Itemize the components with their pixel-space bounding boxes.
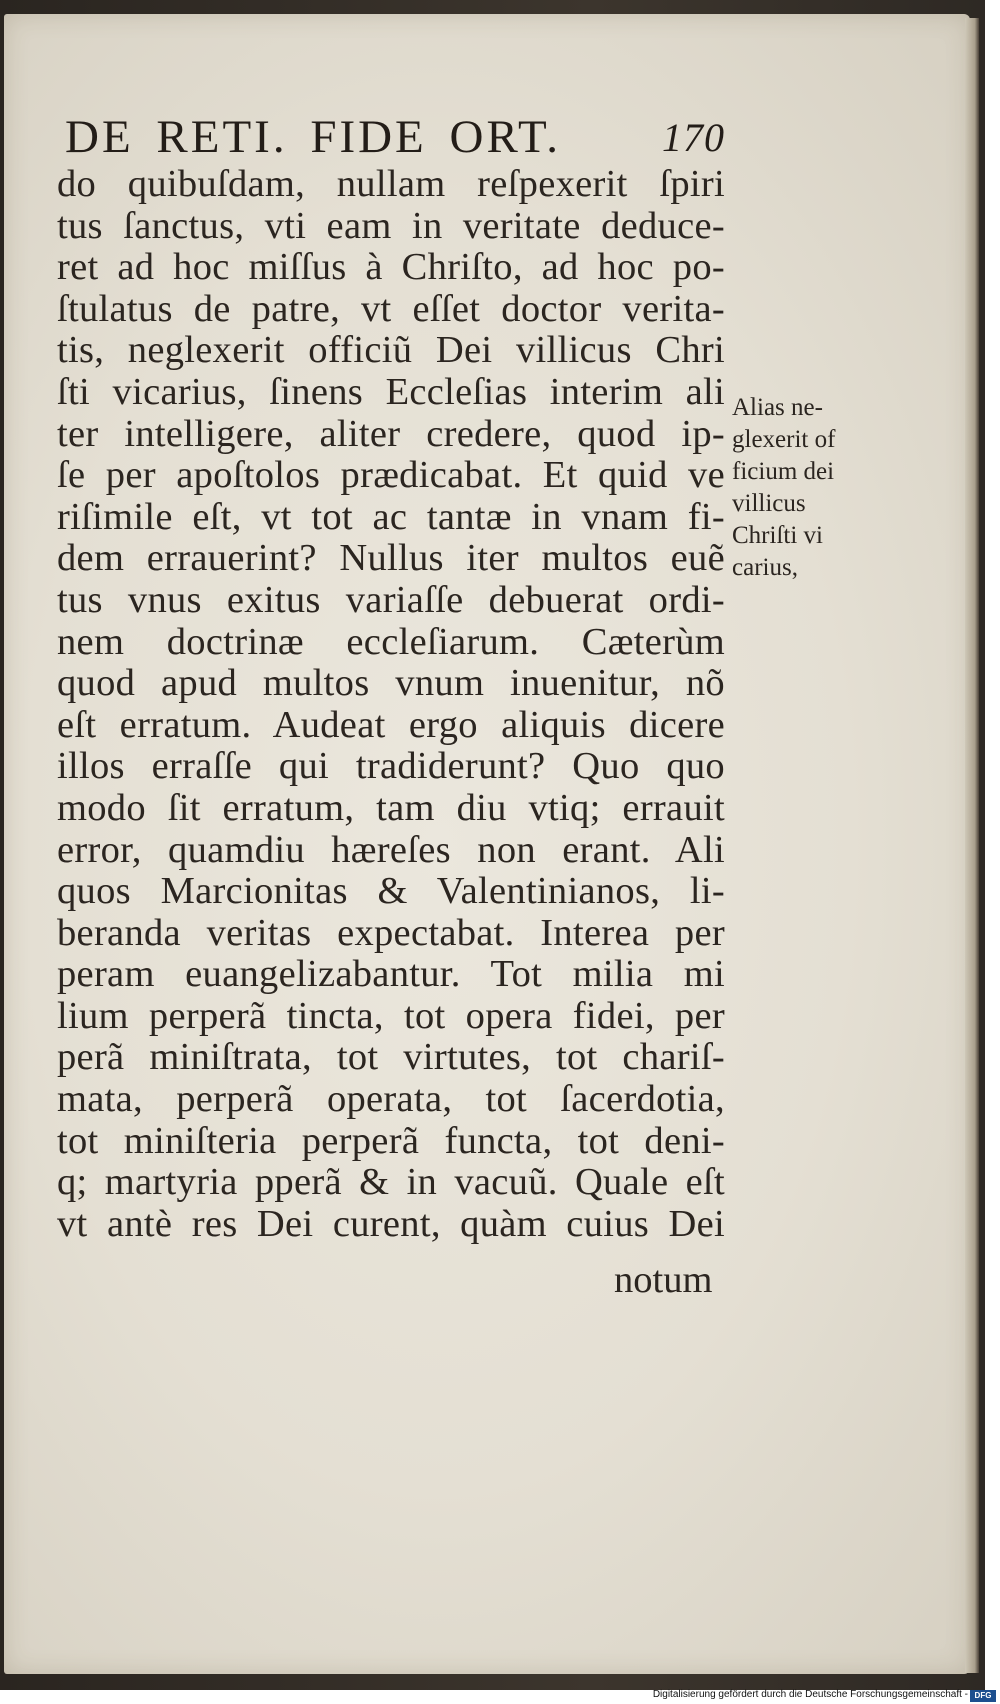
text-line: ret ad hoc miſſus à Chriſto, ad hoc po-: [57, 246, 725, 289]
page-number: 170: [662, 115, 725, 160]
marginal-note-line: glexerit of: [732, 426, 836, 453]
text-line: ſtulatus de patre, vt eſſet doctor verita-: [57, 287, 725, 330]
text-line: peram euangelizabantur. Tot milia mi: [57, 953, 725, 996]
text-line: tus vnus exitus variaſſe debuerat ordi-: [57, 578, 725, 621]
text-line: do quibuſdam, nullam reſpexerit ſpiri: [57, 163, 725, 205]
text-line: quod apud multos vnum inuenitur, nõ: [57, 662, 725, 705]
text-line: error, quamdiu hæreſes non erant. Ali: [57, 828, 725, 871]
text-line: mata, perperã operata, tot ſacerdotia,: [57, 1078, 725, 1121]
text-line: modo ſit erratum, tam diu vtiq; errauit: [57, 786, 725, 829]
marginal-note-line: carius,: [732, 554, 798, 581]
marginal-note-line: villicus: [732, 490, 806, 517]
text-line: perã miniſtrata, tot virtutes, tot chariſ-: [57, 1036, 725, 1079]
running-title: DE RETI. FIDE ORT.: [65, 111, 561, 163]
text-line: eſt erratum. Audeat ergo aliquis dicere: [57, 703, 725, 746]
text-line: tus ſanctus, vti eam in veritate deduce-: [57, 204, 725, 247]
marginal-note-line: Alias ne-: [732, 394, 823, 421]
text-line: beranda veritas expectabat. Interea per: [57, 911, 725, 954]
text-line: ter intelligere, aliter credere, quod ip-: [57, 412, 725, 455]
text-line: lium perperã tincta, tot opera fidei, per: [57, 994, 725, 1037]
text-line: illos erraſſe qui tradiderunt? Quo quo: [57, 745, 725, 788]
running-head: [65, 110, 725, 166]
body-text: [57, 164, 725, 1245]
marginal-note-line: Chriſti vi: [732, 522, 823, 549]
digitization-credit: Digitalisierung gefördert durch die Deutsche Forschungsgemeinschaft -: [652, 1689, 968, 1700]
text-line: tis, neglexerit officiũ Dei villicus Chri: [57, 329, 725, 372]
text-line: vt antè res Dei curent, quàm cuius Dei: [57, 1202, 725, 1245]
text-line: nem doctrinæ eccleſiarum. Cæterùm: [57, 620, 725, 663]
text-line: q; martyria pperã & in vacuũ. Quale eſt: [57, 1161, 725, 1204]
text-line: ſti vicarius, ſinens Eccleſias interim ali: [57, 370, 725, 413]
marginal-note: [732, 392, 892, 584]
catchword: notum: [614, 1259, 713, 1301]
marginal-note-line: ficium dei: [732, 458, 835, 485]
dfg-logo: DFG: [970, 1690, 996, 1702]
text-line: dem errauerint? Nullus iter multos euẽ: [57, 537, 725, 580]
text-line: tot miniſteria perperã functa, tot deni-: [57, 1119, 725, 1162]
text-line: quos Marcionitas & Valentinianos, li-: [57, 870, 725, 913]
text-line: riſimile eſt, vt tot ac tantæ in vnam fi-: [57, 495, 725, 538]
page-edge: [965, 18, 979, 1673]
text-line: ſe per apoſtolos prædicabat. Et quid ve: [57, 454, 725, 497]
